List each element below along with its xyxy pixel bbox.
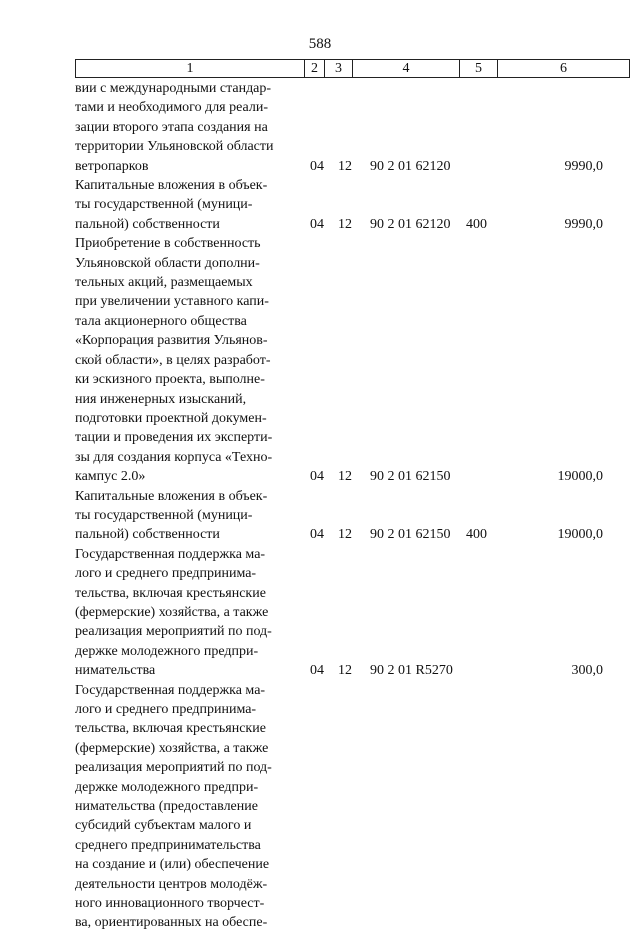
description-line: (фермерские) хозяйства, а также	[75, 604, 269, 620]
table-row	[75, 487, 630, 545]
target-article-code: 90 2 01 62120	[370, 158, 451, 174]
budget-table-body	[75, 79, 630, 933]
row-description	[75, 234, 299, 486]
expense-type-code: 400	[466, 527, 487, 543]
amount: 9990,0	[564, 216, 603, 232]
description-line: держке молодежного предпри-	[75, 779, 259, 795]
description-line: тами и необходимого для реали-	[75, 100, 268, 116]
description-line: деятельности центров молодёж-	[75, 876, 268, 892]
target-article-code: 90 2 01 62120	[370, 216, 451, 232]
description-line: ской области», в целях разработ-	[75, 352, 271, 368]
description-line: тельных акций, размещаемых	[75, 275, 253, 291]
description-line: среднего предпринимательства	[75, 837, 261, 853]
description-line: Государственная поддержка ма-	[75, 546, 266, 562]
description-line: ты государственной (муници-	[75, 507, 253, 523]
description-line: лого и среднего предпринима-	[75, 702, 257, 717]
description-line: пальной) собственности	[75, 527, 220, 543]
description-line: зации второго этапа создания на	[75, 119, 268, 135]
header-col-3: 3	[325, 60, 353, 77]
amount: 19000,0	[557, 527, 603, 543]
description-line: ного инновационного творчест-	[75, 896, 265, 912]
description-line: на создание и (или) обеспечение	[75, 857, 270, 873]
table-row	[75, 681, 630, 933]
description-line: держке молодежного предпри-	[75, 643, 259, 659]
table-header	[75, 59, 630, 78]
page-number: 588	[308, 36, 332, 52]
target-article-code: 90 2 01 R5270	[370, 663, 453, 679]
description-line: Приобретение в собственность	[75, 236, 261, 252]
description-line: тации и проведения их эксперти-	[75, 430, 273, 446]
description-line: ты государственной (муници-	[75, 197, 253, 213]
description-line: Ульяновской области дополни-	[75, 255, 260, 271]
header-col-6: 6	[560, 61, 567, 76]
subsection-code: 12	[338, 158, 352, 174]
description-line: лого и среднего предпринима-	[75, 566, 257, 582]
description-line: ветропарков	[75, 158, 149, 174]
description-line: реализация мероприятий по под-	[75, 624, 272, 640]
row-description	[75, 176, 299, 234]
target-article-code: 90 2 01 62150	[370, 469, 451, 485]
description-line: пальной) собственности	[75, 216, 220, 232]
table-row	[75, 545, 630, 681]
amount: 300,0	[571, 663, 603, 679]
table-row	[75, 176, 630, 234]
header-col-5: 5	[460, 60, 498, 77]
section-code: 04	[310, 216, 324, 232]
description-line: нимательства	[75, 663, 156, 679]
description-line: при увеличении уставного капи-	[75, 294, 269, 310]
section-code: 04	[310, 527, 324, 543]
description-line: (фермерские) хозяйства, а также	[75, 740, 269, 756]
description-line: нимательства (предоставление	[75, 799, 258, 815]
expense-type-code: 400	[466, 216, 487, 232]
amount: 19000,0	[557, 469, 603, 485]
subsection-code: 12	[338, 663, 352, 679]
description-line: вии с международными стандар-	[75, 81, 272, 96]
description-line: кампус 2.0»	[75, 469, 146, 485]
description-line: тала акционерного общества	[75, 313, 247, 329]
description-line: субсидий субъектам малого и	[75, 818, 252, 834]
table-row	[75, 234, 630, 486]
description-line: ки эскизного проекта, выполне-	[75, 372, 265, 388]
header-col-2: 2	[305, 60, 325, 77]
header-col-1: 1	[76, 60, 305, 77]
row-description	[75, 545, 299, 681]
section-code: 04	[310, 663, 324, 679]
description-line: Капитальные вложения в объек-	[75, 488, 268, 504]
row-description	[75, 487, 299, 545]
table-row	[75, 79, 630, 176]
subsection-code: 12	[338, 216, 352, 232]
amount: 9990,0	[564, 158, 603, 174]
row-description	[75, 79, 299, 176]
description-line: «Корпорация развития Ульянов-	[75, 333, 268, 349]
description-line: ния инженерных изысканий,	[75, 391, 247, 407]
section-code: 04	[310, 158, 324, 174]
description-line: Государственная поддержка ма-	[75, 682, 266, 698]
description-line: подготовки проектной докумен-	[75, 410, 267, 426]
target-article-code: 90 2 01 62150	[370, 527, 451, 543]
subsection-code: 12	[338, 527, 352, 543]
description-line: зы для создания корпуса «Техно-	[75, 449, 273, 465]
description-line: тельства, включая крестьянские	[75, 585, 266, 601]
row-description	[75, 681, 299, 933]
section-code: 04	[310, 469, 324, 485]
description-line: территории Ульяновской области	[75, 139, 274, 155]
description-line: реализация мероприятий по под-	[75, 760, 272, 776]
description-line: тельства, включая крестьянские	[75, 721, 266, 737]
description-line: Капитальные вложения в объек-	[75, 178, 268, 194]
description-line: ва, ориентированных на обеспе-	[75, 915, 268, 931]
header-col-4: 4	[353, 60, 460, 77]
subsection-code: 12	[338, 469, 352, 485]
